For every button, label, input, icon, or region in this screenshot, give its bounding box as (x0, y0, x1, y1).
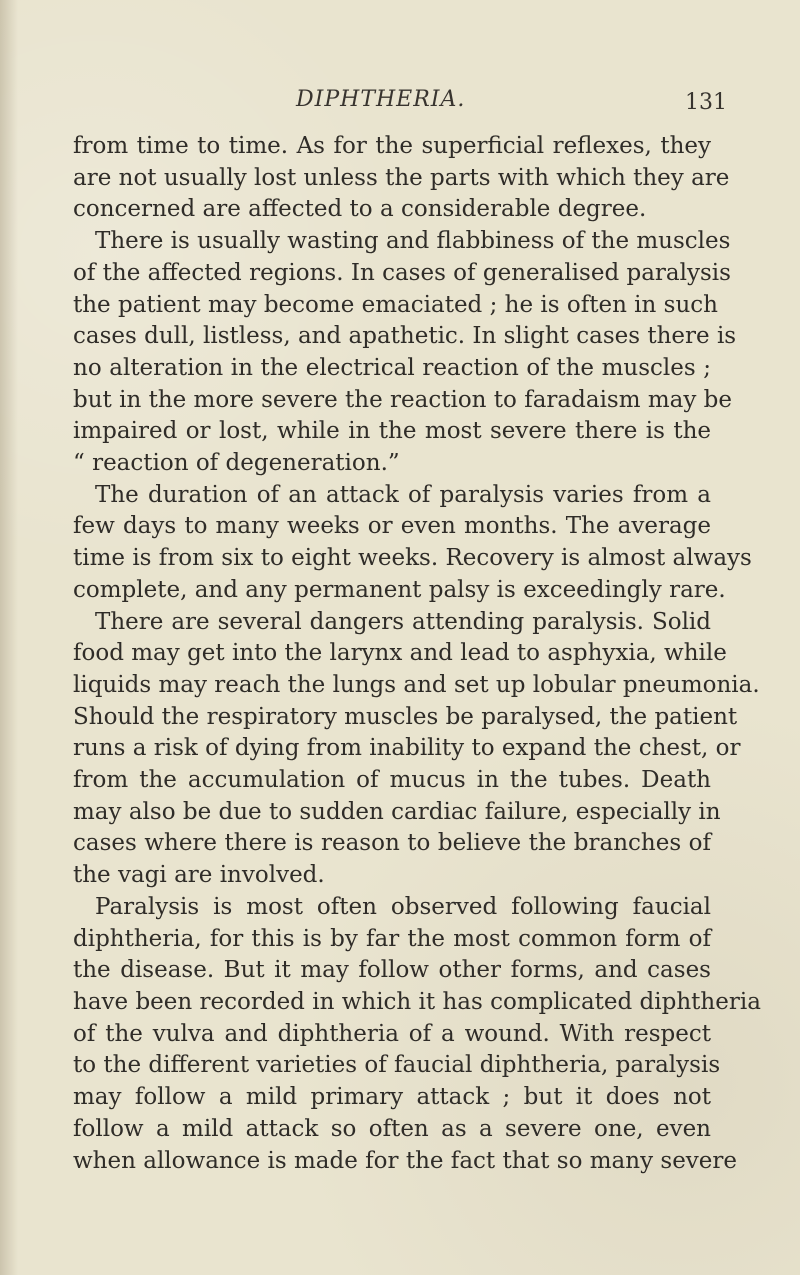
text-line: The duration of an attack of paralysis varies from a (95, 481, 711, 508)
text-line: no alteration in the electrical reaction of the muscles ; (73, 354, 711, 381)
text-line: Paralysis is most often observed following faucial (95, 893, 711, 920)
page-gutter-shadow (0, 0, 18, 1275)
text-line: runs a risk of dying from inability to expand the chest, or (73, 735, 741, 762)
text-line: are not usually lost unless the parts with which they are (73, 164, 730, 191)
text-line: may also be due to sudden cardiac failure, especially in (73, 798, 721, 825)
text-line: time is from six to eight weeks. Recovery is almost always (73, 545, 752, 572)
text-line: to the different varieties of faucial diphtheria, paralysis (73, 1052, 721, 1079)
text-line: food may get into the larynx and lead to asphyxia, while (73, 640, 727, 667)
text-line: the disease. But it may follow other forms, and cases (73, 957, 711, 984)
text-line: concerned are affected to a considerable degree. (73, 196, 647, 223)
page-header (0, 87, 800, 121)
text-line: have been recorded in which it has complicated diphtheria (73, 988, 761, 1015)
text-line: “ reaction of degeneration.” (73, 450, 400, 477)
text-line: complete, and any permanent palsy is exceedingly rare. (73, 576, 726, 603)
text-line: diphtheria, for this is by far the most common form of (73, 925, 711, 952)
text-line: There are several dangers attending paralysis. Solid (95, 608, 711, 635)
text-line: impaired or lost, while in the most severe there is the (73, 418, 711, 445)
running-head: DIPHTHERIA. (296, 87, 466, 112)
page-number: 131 (685, 90, 727, 115)
text-line: cases dull, listless, and apathetic. In slight cases there is (73, 323, 737, 350)
text-line: few days to many weeks or even months. The average (73, 513, 711, 540)
text-line: from time to time. As for the superficial reflexes, they (73, 133, 711, 159)
text-line: follow a mild attack so often as a severe one, even (73, 1115, 711, 1142)
text-line: may follow a mild primary attack ; but it does not (73, 1084, 711, 1111)
text-line: when allowance is made for the fact that so many severe (73, 1147, 738, 1174)
text-line: cases where there is reason to believe the branches of (73, 830, 711, 857)
body-text (73, 131, 761, 1177)
text-line: the vagi are involved. (73, 862, 325, 889)
text-line: from the accumulation of mucus in the tubes. Death (73, 767, 711, 794)
text-line: but in the more severe the reaction to faradaism may be (73, 386, 733, 413)
text-line: Should the respiratory muscles be paralysed, the patient (73, 703, 738, 730)
text-line: There is usually wasting and flabbiness of the muscles (95, 228, 731, 255)
text-line: liquids may reach the lungs and set up lobular pneumonia. (73, 671, 760, 698)
text-line: of the affected regions. In cases of generalised paralysis (73, 259, 731, 286)
text-line: the patient may become emaciated ; he is often in such (73, 291, 718, 318)
text-line: of the vulva and diphtheria of a wound. With respect (73, 1020, 711, 1047)
